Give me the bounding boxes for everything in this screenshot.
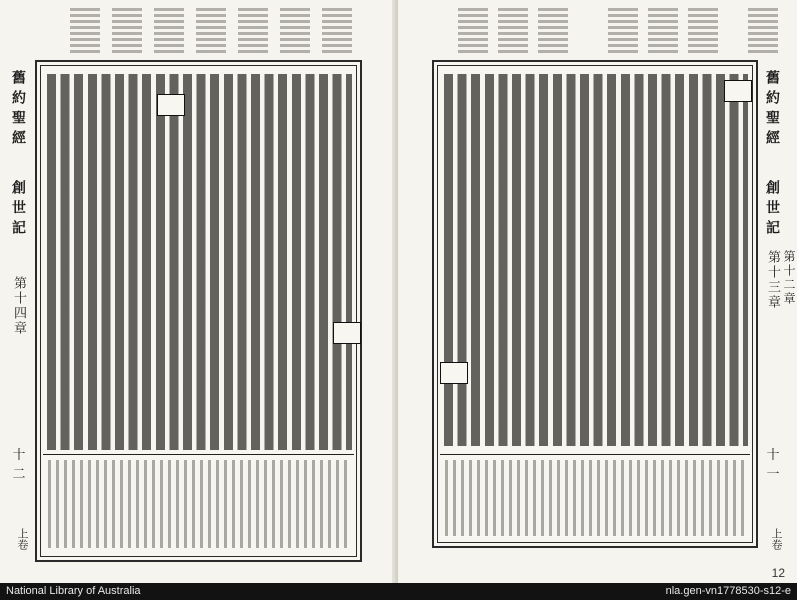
verse-marker [724, 80, 752, 102]
left-volume-mark: 上卷 [16, 528, 29, 550]
right-header-notes [458, 8, 758, 56]
left-verse-text [45, 74, 352, 450]
item-identifier: nla.gen-vn1778530-s12-e [665, 585, 791, 597]
left-page [0, 0, 398, 583]
library-credit: National Library of Australia [6, 585, 141, 597]
attribution-strip [0, 583, 797, 600]
verse-marker [333, 322, 361, 344]
left-running-title: 舊約聖經 [10, 70, 26, 150]
right-page [398, 0, 797, 583]
right-chapter-label: 第十三章 [765, 250, 780, 310]
left-chapter-label: 第十四章 [11, 276, 26, 336]
corner-page-number: 12 [771, 566, 785, 580]
verse-marker [157, 94, 185, 116]
left-text-frame [35, 60, 362, 562]
left-page-number: 十二 [12, 448, 26, 482]
right-footnotes [442, 460, 748, 536]
right-verse-text [442, 74, 748, 446]
right-text-frame [432, 60, 758, 548]
right-page-number: 十一 [766, 448, 780, 482]
right-book-title: 創世記 [764, 180, 780, 240]
left-header-notes [70, 8, 360, 56]
right-volume-mark: 上卷 [770, 528, 783, 550]
right-running-title: 舊約聖經 [764, 70, 780, 150]
left-footnotes [45, 460, 352, 548]
left-book-title: 創世記 [10, 180, 26, 240]
verse-marker [440, 362, 468, 384]
right-chapter-label-alt: 第十二章 [782, 250, 796, 306]
